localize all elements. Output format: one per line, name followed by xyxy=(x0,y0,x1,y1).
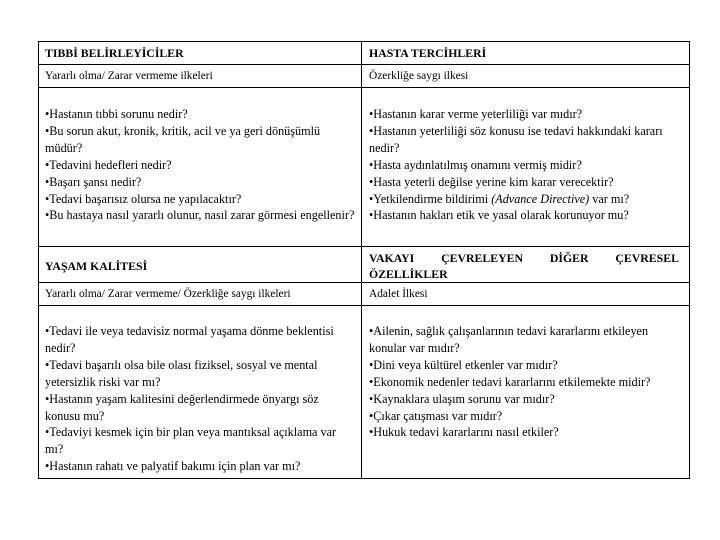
quality-question: •Hastanın yaşam kalitesini değerlendirmede önyargı söz konusu mu? xyxy=(45,391,319,423)
medical-question: •Tedavini hedefleri nedir? xyxy=(45,157,172,172)
principle-row-1 xyxy=(39,65,689,87)
preferences-principle: Özerkliğe saygı ilkesi xyxy=(369,70,469,82)
preference-question: •Hastanın hakları etik ve yasal olarak korunuyor mu? xyxy=(369,208,629,223)
question-row-2 xyxy=(39,306,689,478)
quality-title: YAŞAM KALİTESİ xyxy=(39,247,362,282)
medical-question: •Bu sorun akut, kronik, kritik, acil ve ya geri dönüşümlü müdür? xyxy=(45,123,321,155)
preference-question: •Hastanın yeterliliği söz konusu ise tedavi hakkındaki kararı nedir? xyxy=(369,123,663,155)
principle-row-2 xyxy=(39,283,689,305)
context-question: •Kaynaklara ulaşım sorunu var mıdır? xyxy=(369,391,555,406)
context-questions xyxy=(362,306,689,478)
medical-title: TIBBİ BELİRLEYİCİLER xyxy=(39,42,362,65)
question-row-1 xyxy=(39,88,689,246)
preferences-questions xyxy=(362,88,689,246)
directive-prefix: •Yetkilendirme bildirimi xyxy=(369,191,492,206)
context-title xyxy=(362,247,689,282)
header-row-1 xyxy=(39,42,689,65)
preference-question: •Hasta yeterli değilse yerine kim karar verecektir? xyxy=(369,174,614,189)
preference-question: •Hasta aydınlatılmış onamını vermiş midir? xyxy=(369,157,582,172)
quality-questions xyxy=(39,306,362,478)
quality-question: •Tedavi ile veya tedavisiz normal yaşama dönme beklentisi nedir? xyxy=(45,324,334,355)
context-question: •Dini veya kültürel etkenler var mıdır? xyxy=(369,357,558,372)
context-title-word: ÇEVRESEL xyxy=(615,251,679,265)
preference-question-directive xyxy=(369,191,683,208)
ethics-table xyxy=(38,41,690,479)
context-principle: Adalet İlkesi xyxy=(369,288,428,300)
context-title-line2: ÖZELLİKLER xyxy=(369,266,448,281)
medical-question: •Bu hastaya nasıl yararlı olunur, nasıl zarar görmesi engellenir? xyxy=(45,208,355,223)
medical-question: •Başarı şansı nedir? xyxy=(45,174,142,189)
preference-question: •Hastanın karar verme yeterliliği var mıdır? xyxy=(369,107,583,121)
medical-question: •Tedavi başarısız olursa ne yapılacaktır? xyxy=(45,191,242,206)
context-question: •Çıkar çatışması var mıdır? xyxy=(369,408,503,423)
context-title-word: ÇEVRELEYEN xyxy=(441,251,524,265)
directive-italic: (Advance Directive) xyxy=(491,191,590,206)
context-title-line1 xyxy=(369,250,679,267)
directive-suffix: var mı? xyxy=(589,191,630,206)
preferences-title: HASTA TERCİHLERİ xyxy=(369,46,487,60)
quality-question: •Hastanın rahatı ve palyatif bakımı için plan var mı? xyxy=(45,459,301,474)
context-title-word: VAKAYI xyxy=(369,251,415,265)
quality-question: •Tedavi başarılı olsa bile olası fiziksel, sosyal ve mental yetersizlik riski var mı? xyxy=(45,357,318,389)
header-row-2 xyxy=(39,247,689,282)
medical-questions xyxy=(39,88,362,246)
medical-question: •Hastanın tıbbi sorunu nedir? xyxy=(45,107,188,121)
quality-question: •Tedaviyi kesmek için bir plan veya mantıksal açıklama var mı? xyxy=(45,425,337,457)
medical-principle: Yararlı olma/ Zarar vermeme ilkeleri xyxy=(39,65,362,87)
context-question: •Ekonomik nedenler tedavi kararlarını etkilemekte midir? xyxy=(369,374,651,389)
quality-principle: Yararlı olma/ Zarar vermeme/ Özerkliğe saygı ilkeleri xyxy=(39,283,362,305)
context-question: •Hukuk tedavi kararlarını nasıl etkiler? xyxy=(369,425,559,440)
context-question: •Ailenin, sağlık çalışanlarının tedavi kararlarını etkileyen konular var mıdır? xyxy=(369,324,649,355)
context-title-word: DİĞER xyxy=(549,251,589,265)
